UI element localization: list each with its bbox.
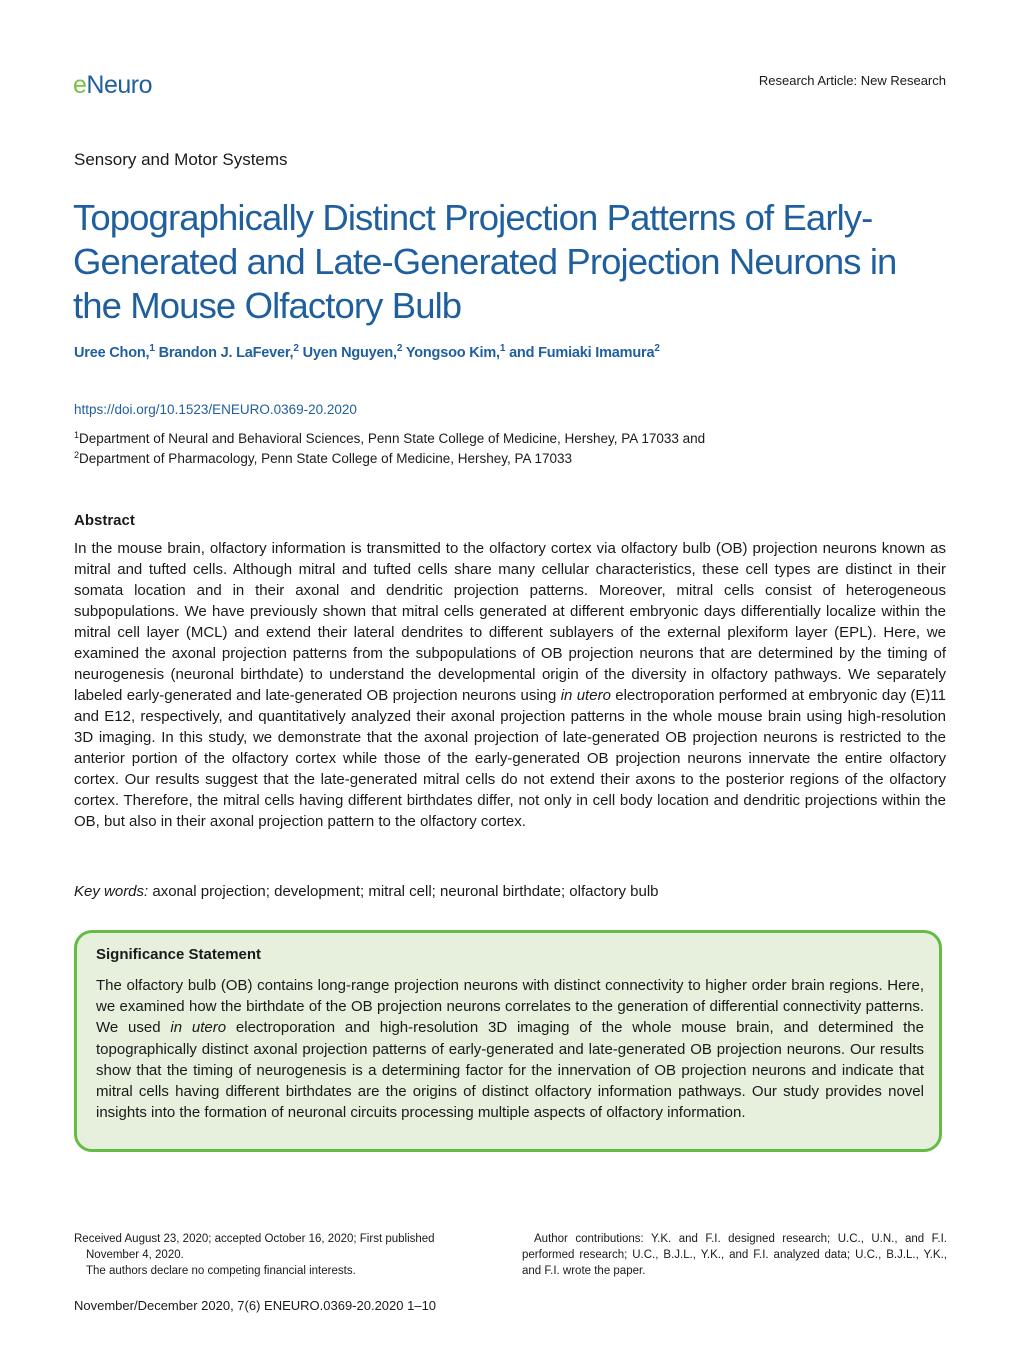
author[interactable]: Brandon J. LaFever,$^2$: [158, 343, 299, 361]
contributions-footnote: Author contributions: Y.K. and F.I. designed research; U.C., U.N., and F.I. performed research; U.C., B.J.L., Y.K., and F.I. analyzed data; U.C., B.J.L., Y.K., and F.I. wrote the paper.: [522, 1233, 947, 1277]
significance-body: The olfactory bulb (OB) contains long-range projection neurons with distinct connectivity to higher order brain regions. Here, we examined how the birthdate of the OB projection neurons correlates to the generation of differential connectivity patterns. We used in utero electroporation and high-resolution 3D imaging of the whole mouse brain, and determined the topographically distinct axonal projection patterns of early-generated and late-generated OB projection neurons. Our results show that the timing of neurogenesis is a determining factor for the innervation of OB projection neurons and indicate that mitral cells having different birthdates are the origins of distinct olfactory information pathways. Our study provides novel insights into the formation of neuronal circuits processing multiple aspects of olfactory information.: [96, 977, 924, 1122]
article-title: Topographically Distinct Projection Patterns of Early-Generated and Late-Generated Projection Neurons in the Mouse Olfactory Bulb: [73, 197, 897, 326]
abstract-body: In the mouse brain, olfactory information is transmitted to the olfactory cortex via olfactory bulb (OB) projection neurons known as mitral and tufted cells. Although mitral and tufted cells share many cellular characteristics, these cell types are distinct in their somata location and in their axonal and dendritic projection patterns. Moreover, mitral cells consist of heterogeneous subpopulations. We have previously shown that mitral cells generated at different embryonic days differentially localize within the mitral cell layer (MCL) and extend their lateral dendrites to different sublayers of the external plexiform layer (EPL). Here, we examined the axonal projection patterns from the subpopulations of OB projection neurons that are determined by the timing of neurogenesis (neuronal birthdate) to understand the developmental origin of the diversity in olfactory pathways. We separately labeled early-generated and late-generated OB projection neurons using in utero electroporation performed at embryonic day (E)11 and E12, respectively, and quantitatively analyzed their axonal projection patterns in the whole mouse brain using high-resolution 3D imaging. In this study, we demonstrate that the axonal projection of late-generated OB projection neurons is restricted to the anterior portion of the olfactory cortex while those of the early-generated OB projection neurons innervate the entire olfactory cortex. Our results suggest that the late-generated mitral cells do not extend their axons to the posterior regions of the olfactory cortex. Therefore, the mitral cells having different birthdates differ, not only in cell body location and dendritic projections within the OB, but also in their axonal projection pattern to the olfactory cortex.: [74, 540, 946, 830]
abstract-heading: Abstract: [74, 512, 135, 529]
significance-heading: Significance Statement: [96, 946, 262, 963]
footer-citation: November/December 2020, 7(6) ENEURO.0369-20.2020 1–10: [74, 1298, 437, 1313]
affiliation: $^1$Department of Neural and Behavioral Sciences, Penn State College of Medicine, Hershey, PA 17033 and: [74, 430, 706, 446]
journal-logo: eNeuro: [73, 71, 152, 99]
keywords: Key words: axonal projection; development; mitral cell; neuronal birthdate; olfactory bulb: [74, 883, 659, 900]
received-footnote: Received August 23, 2020; accepted October 16, 2020; First published November 4, 2020. The authors declare no competing financial interests.: [74, 1233, 435, 1277]
doi-link[interactable]: https://doi.org/10.1523/ENEURO.0369-20.2020: [74, 402, 357, 417]
affiliation: $^2$Department of Pharmacology, Penn State College of Medicine, Hershey, PA 17033: [74, 450, 573, 466]
author[interactable]: Uyen Nguyen,$^2$: [302, 343, 403, 361]
author[interactable]: and Fumiaki Imamura$^2$: [509, 343, 660, 361]
author[interactable]: Uree Chon,$^1$: [74, 343, 155, 361]
author[interactable]: Yongsoo Kim,$^1$: [405, 343, 506, 361]
section-label: Sensory and Motor Systems: [74, 150, 288, 169]
article-type: Research Article: New Research: [758, 73, 946, 88]
author-list: [74, 345, 660, 361]
